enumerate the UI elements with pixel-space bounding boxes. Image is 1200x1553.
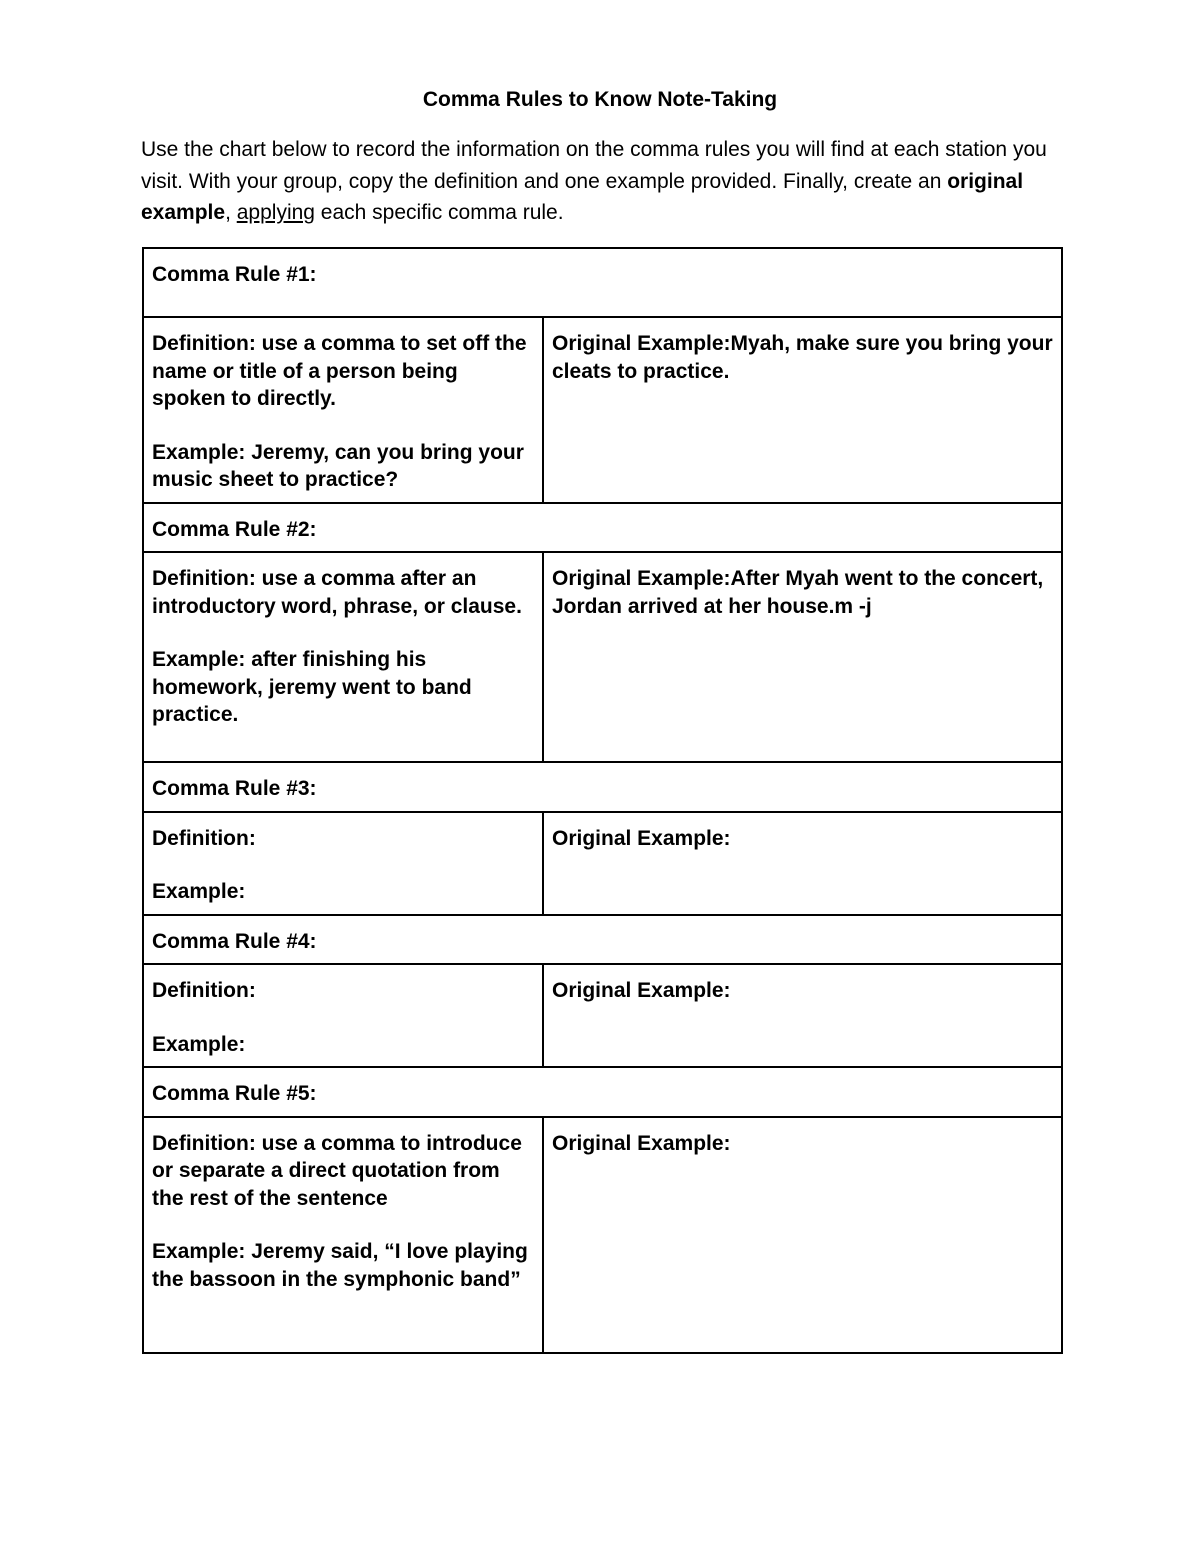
example-text: Example: [152, 1032, 246, 1056]
original-example-cell[interactable] [543, 1117, 1062, 1353]
original-example-cell[interactable] [543, 552, 1062, 762]
original-example-cell[interactable] [543, 317, 1062, 503]
rule-heading-row [143, 1067, 1062, 1117]
rule-heading-row [143, 248, 1062, 317]
rule-content-row [143, 1117, 1062, 1353]
rule-heading: Comma Rule #2: [152, 517, 317, 541]
original-example-text: Original Example:After Myah went to the concert, Jordan arrived at her house.m -j [552, 567, 1044, 618]
example-text: Example: [152, 880, 246, 903]
rule-heading-cell[interactable] [143, 503, 1062, 553]
original-example-text: Original Example: [552, 1131, 731, 1155]
definition-text: Definition: use a comma to introduce or separate a direct quotation from the rest of the sentence [152, 1131, 522, 1210]
rule-content-row [143, 552, 1062, 762]
definition-text: Definition: [152, 979, 256, 1002]
original-example-cell[interactable] [543, 812, 1062, 915]
rule-heading-row [143, 503, 1062, 553]
example-text: Example: after finishing his homework, jeremy went to band practice. [152, 648, 472, 726]
definition-text: Definition: use a comma after an introductory word, phrase, or clause. [152, 567, 522, 618]
instructions-text-3: each specific comma rule. [314, 201, 564, 224]
definition-cell[interactable] [143, 552, 543, 762]
example-text: Example: Jeremy said, “I love playing the bassoon in the symphonic band” [152, 1240, 528, 1291]
definition-cell[interactable] [143, 964, 543, 1067]
original-example-text: Original Example:Myah, make sure you bring your cleats to practice. [552, 332, 1053, 383]
rule-heading-cell[interactable] [143, 248, 1062, 317]
definition-cell[interactable] [143, 812, 543, 915]
instructions-bold-text: original example [141, 169, 1024, 224]
definition-cell[interactable] [143, 317, 543, 503]
rule-heading: Comma Rule #4: [152, 929, 317, 953]
rule-content-row [143, 812, 1062, 915]
original-example-cell[interactable] [543, 964, 1062, 1067]
rule-heading-row [143, 915, 1062, 965]
instructions-text-2: , [225, 201, 237, 224]
example-text: Example: Jeremy, can you bring your music sheet to practice? [152, 440, 524, 491]
rule-heading: Comma Rule #5: [152, 1082, 317, 1105]
rule-heading: Comma Rule #1: [152, 263, 317, 286]
rule-content-row [143, 964, 1062, 1067]
instructions-text-1: Use the chart below to record the information on the comma rules you will find at each station you visit. With your group, copy the definition and one example provided. Finally, create an [141, 138, 1047, 193]
instructions-paragraph [141, 134, 1071, 229]
rule-heading: Comma Rule #3: [152, 777, 317, 800]
original-example-text: Original Example: [552, 826, 731, 850]
rule-heading-cell[interactable] [143, 1067, 1062, 1117]
rule-heading-cell[interactable] [143, 915, 1062, 965]
definition-cell[interactable] [143, 1117, 543, 1353]
page-title: Comma Rules to Know Note-Taking [422, 88, 778, 111]
original-example-text: Original Example: [552, 979, 731, 1002]
comma-rules-table [142, 247, 1063, 1354]
rule-heading-cell[interactable] [143, 762, 1062, 812]
instructions-underlined-text: applying [236, 201, 315, 224]
definition-text: Definition: use a comma to set off the name or title of a person being spoken to directly. [152, 332, 527, 410]
rule-heading-row [143, 762, 1062, 812]
rule-content-row [143, 317, 1062, 503]
definition-text: Definition: [152, 826, 256, 850]
